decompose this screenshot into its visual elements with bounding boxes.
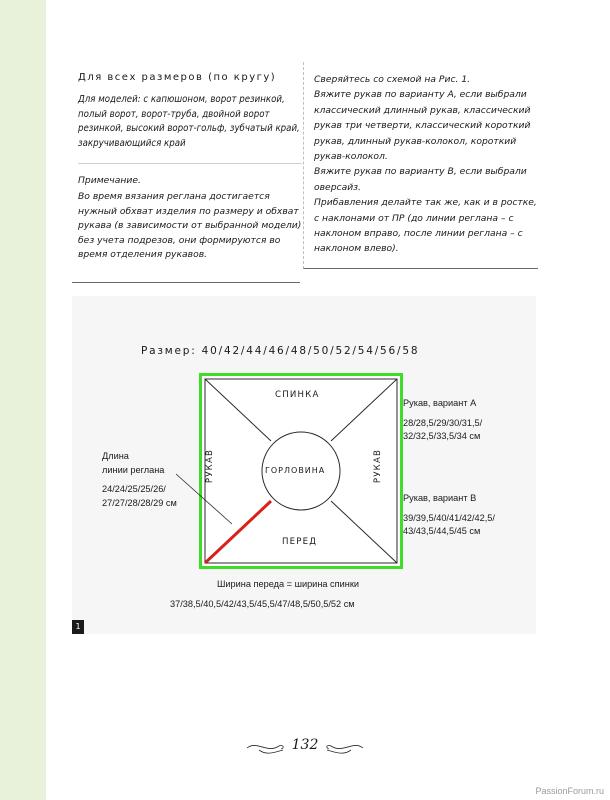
raglan-leader-svg — [170, 470, 240, 530]
raglan-title-line-2: линии реглана — [102, 464, 165, 475]
size-title: Размер: 40/42/44/46/48/50/52/54/56/58 — [141, 345, 420, 357]
note-heading: Примечание. — [78, 175, 141, 187]
sleeve-b-values-1: 39/39,5/40/41/42/42,5/ — [403, 512, 495, 523]
sleeve-a-title: Рукав, вариант А — [403, 398, 477, 408]
section-title: Для всех размеров (по кругу) — [78, 72, 277, 83]
page-number: 132 — [291, 737, 319, 753]
raglan-leader-line — [176, 474, 232, 524]
side-color-strip — [0, 0, 46, 800]
sleeve-instructions: Сверяйтесь со схемой на Рис. 1. Вяжите рукав по варианту А, если выбрали классический длинный рукав, классический рукав три четверти, классический короткий рукав, длинный рукав-колокол, короткий рукав-колокол. Вяжите рукав по варианту В, если выбрали оверсайз. Прибавления делайте так же, как и в ростке, с наклонами от ПР (до линии реглана – с наклоном вправо, после линии реглана – с наклоном влево). — [314, 74, 537, 255]
width-values: 37/38,5/40,5/42/43,5/45,5/47/48,5/50,5/52 см — [170, 599, 355, 609]
figure-number-badge: 1 — [72, 620, 84, 634]
raglan-values-line-1: 24/24/25/25/26/ — [102, 484, 166, 494]
left-sleeve-label: РУКАВ — [205, 448, 216, 484]
neckline-label: ГОРЛОВИНА — [265, 466, 326, 475]
back-label: СПИНКА — [275, 390, 320, 400]
front-label: ПЕРЕД — [282, 537, 318, 547]
left-info-box — [72, 62, 300, 282]
note-block — [78, 174, 308, 263]
width-title: Ширина переда = ширина спинки — [217, 579, 359, 589]
sleeve-b-values-2: 43/43,5/44,5/45 см — [403, 526, 481, 536]
right-info-box — [303, 62, 538, 269]
sleeve-a-values-1: 28/28,5/29/30/31,5/ — [403, 417, 483, 428]
page-footer — [245, 732, 365, 760]
raglan-title-line-1: Длина — [102, 451, 129, 461]
raglan-annotation-values — [102, 483, 177, 510]
watermark: PassionForum.ru — [535, 786, 604, 796]
left-box-divider — [72, 282, 300, 283]
sleeve-b-title: Рукав, вариант В — [403, 493, 477, 503]
models-text: Для моделей: с капюшоном, ворот резинкой, полый ворот, ворот-труба, двойной ворот резинкой, высокий ворот-гольф, зубчатый край, закручивающийся край — [78, 93, 302, 164]
right-sleeve-label: РУКАВ — [373, 448, 384, 484]
sleeve-a-annotation — [403, 397, 482, 444]
raglan-annotation-title — [102, 450, 164, 477]
sleeve-a-values-2: 32/32,5/33,5/34 см — [403, 431, 481, 441]
raglan-values-line-2: 27/27/28/28/29 см — [102, 497, 177, 508]
note-body: Во время вязания реглана достигается нужный обхват изделия по размеру и обхват рукава (в зависимости от выбранной модели) без учета подрезов, они формируются во время отделения рукавов. — [78, 190, 302, 261]
sleeve-b-annotation — [403, 492, 495, 539]
